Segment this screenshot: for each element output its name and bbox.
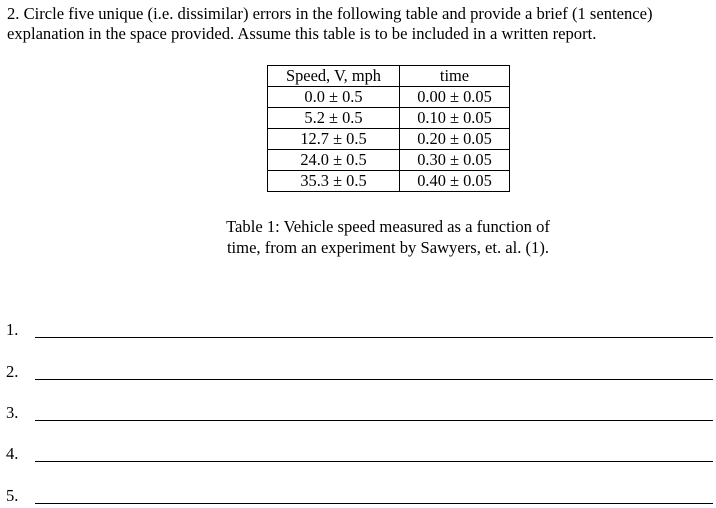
answer-row-1 <box>0 320 716 342</box>
answer-row-2 <box>0 362 716 384</box>
question-line-1: 2. Circle five unique (i.e. dissimilar) errors in the following table and provide a brief (1 sentence) <box>7 4 653 23</box>
table-row <box>268 108 510 129</box>
table-header-row <box>268 66 510 87</box>
answer-blank-line[interactable] <box>35 379 713 380</box>
caption-line-1: Table 1: Vehicle speed measured as a function of <box>226 217 550 236</box>
answer-blank-line[interactable] <box>35 503 713 504</box>
question-text <box>7 4 712 44</box>
header-time: time <box>400 66 510 87</box>
speed-cell: 35.3 ± 0.5 <box>268 171 400 192</box>
question-line-2: explanation in the space provided. Assume this table is to be included in a written report. <box>7 24 597 43</box>
time-cell: 0.40 ± 0.05 <box>400 171 510 192</box>
time-cell: 0.10 ± 0.05 <box>400 108 510 129</box>
answer-row-4 <box>0 444 716 466</box>
answer-blank-line[interactable] <box>35 461 713 462</box>
table-row <box>268 129 510 150</box>
time-cell: 0.20 ± 0.05 <box>400 129 510 150</box>
answer-blank-line[interactable] <box>35 420 713 421</box>
answer-number: 1. <box>6 320 19 339</box>
table-row <box>268 171 510 192</box>
answer-number: 5. <box>6 486 19 505</box>
speed-cell: 5.2 ± 0.5 <box>268 108 400 129</box>
speed-cell: 0.0 ± 0.5 <box>268 87 400 108</box>
answer-row-3 <box>0 403 716 425</box>
speed-cell: 24.0 ± 0.5 <box>268 150 400 171</box>
time-cell: 0.00 ± 0.05 <box>400 87 510 108</box>
table-row <box>268 150 510 171</box>
answer-number: 4. <box>6 444 19 463</box>
answer-blank-line[interactable] <box>35 337 713 338</box>
header-speed: Speed, V, mph <box>268 66 400 87</box>
answer-row-5 <box>0 486 716 508</box>
speed-time-table <box>267 65 510 192</box>
table-row <box>268 87 510 108</box>
answer-number: 2. <box>6 362 19 381</box>
answer-number: 3. <box>6 403 19 422</box>
table-caption <box>190 216 586 258</box>
time-cell: 0.30 ± 0.05 <box>400 150 510 171</box>
speed-cell: 12.7 ± 0.5 <box>268 129 400 150</box>
caption-line-2: time, from an experiment by Sawyers, et. al. (1). <box>226 238 550 257</box>
